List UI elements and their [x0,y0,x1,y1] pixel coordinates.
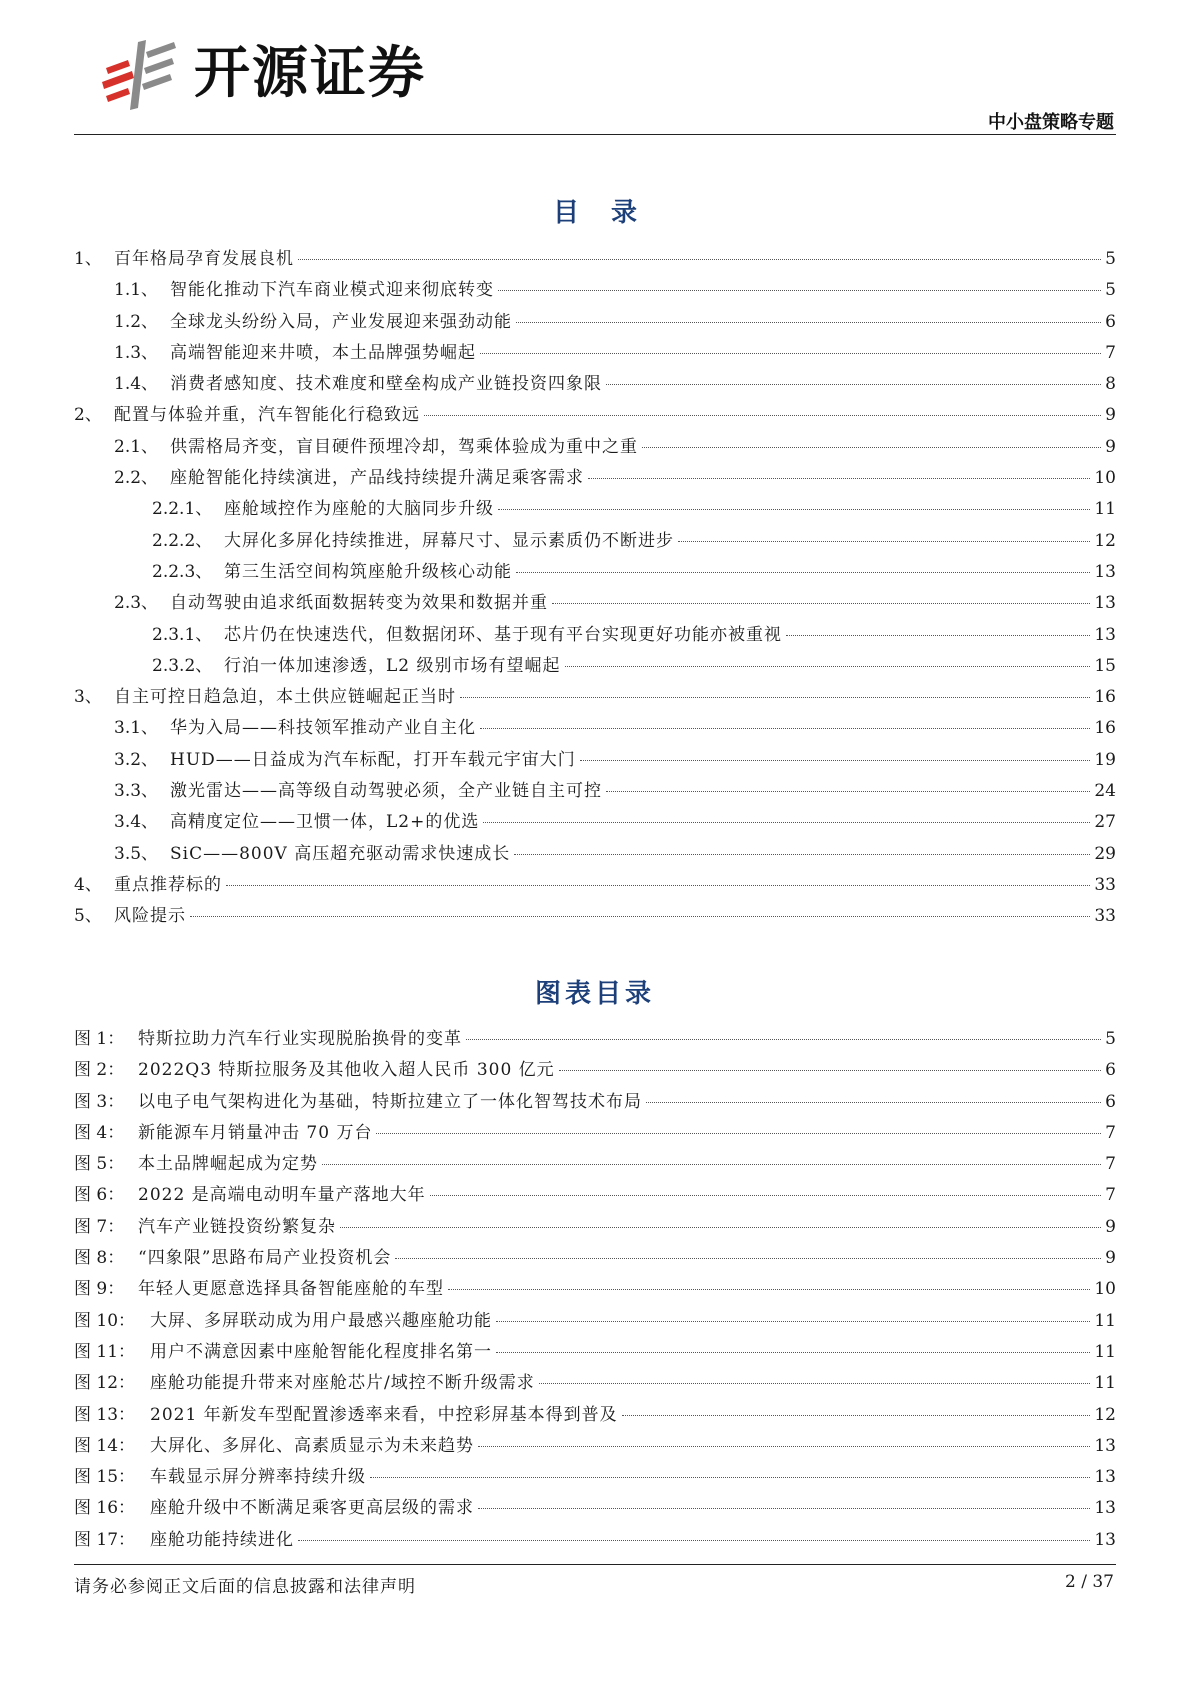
figure-entry[interactable] [74,1055,1116,1086]
entry-text: 芯片仍在快速迭代，但数据闭环、基于现有平台实现更好功能亦被重视 [224,624,782,645]
entry-page: 10 [1094,1279,1116,1300]
dot-leader [480,728,1090,729]
dot-leader [565,666,1091,667]
footer-divider [74,1564,1116,1565]
entry-number: 图 8： [74,1248,125,1269]
entry-number: 2.3.1、 [152,624,213,645]
dot-leader [514,854,1090,855]
entry-text: 高端智能迎来井喷，本土品牌强势崛起 [170,342,476,363]
entry-number: 图 15： [74,1467,136,1488]
figure-index-title: 图表目录 [534,979,655,1009]
toc-entry[interactable] [74,432,1116,463]
entry-page: 11 [1094,1310,1116,1331]
entry-number: 3.2、 [114,749,159,770]
entry-number: 2.1、 [114,436,159,457]
dot-leader [376,1133,1101,1134]
entry-text: 用户不满意因素中座舱智能化程度排名第一 [150,1341,492,1362]
entry-text: “四象限”思路布局产业投资机会 [138,1248,392,1269]
dot-leader [448,1289,1090,1290]
entry-number: 图 14： [74,1435,136,1456]
entry-number: 5、 [74,906,102,927]
entry-number: 2.3、 [114,593,159,614]
dot-leader [466,1039,1101,1040]
toc-entry[interactable] [74,244,1116,275]
entry-number: 2.3.2、 [152,655,213,676]
dot-leader [424,415,1101,416]
entry-page: 12 [1094,1404,1116,1425]
entry-number: 3.4、 [114,812,159,833]
dot-leader [298,259,1101,260]
figure-entry[interactable] [74,1180,1116,1211]
entry-text: 特斯拉助力汽车行业实现脱胎换骨的变革 [138,1029,462,1049]
entry-page: 19 [1094,749,1116,770]
toc-entry[interactable] [74,870,1116,901]
entry-text: 供需格局齐变，盲目硬件预埋冷却，驾乘体验成为重中之重 [170,436,638,457]
entry-page: 7 [1105,1185,1116,1206]
toc-entry[interactable] [74,400,1116,431]
entry-page: 8 [1105,374,1116,395]
entry-text: 大屏化、多屏化、高素质显示为未来趋势 [150,1435,474,1456]
dot-leader [516,322,1101,323]
entry-text: 激光雷达——高等级自动驾驶必须，全产业链自主可控 [170,781,602,802]
entry-number: 2、 [74,405,102,426]
entry-page: 29 [1094,843,1116,864]
dot-leader [478,1508,1090,1509]
entry-number: 3、 [74,687,102,708]
logo-text: 开源证券 [194,41,426,106]
dot-leader [322,1164,1101,1165]
entry-number: 图 2： [74,1060,125,1081]
entry-text: 智能化推动下汽车商业模式迎来彻底转变 [170,280,494,301]
entry-number: 3.5、 [114,843,159,864]
dot-leader [622,1415,1091,1416]
entry-text: 本土品牌崛起成为定势 [138,1154,318,1175]
entry-page: 13 [1094,624,1116,645]
dot-leader [786,635,1090,636]
figure-entry[interactable] [74,1087,1116,1118]
dot-leader [606,384,1101,385]
toc-entry[interactable] [74,494,1116,525]
dot-leader [226,885,1090,886]
report-type-label: 中小盘策略专题 [988,112,1114,133]
toc-entry[interactable] [74,588,1116,619]
entry-text: 大屏、多屏联动成为用户最感兴趣座舱功能 [150,1310,492,1331]
entry-page: 13 [1094,1498,1116,1519]
dot-leader [646,1102,1101,1103]
entry-text: 2022Q3 特斯拉服务及其他收入超人民币 300 亿元 [138,1060,555,1081]
entry-page: 7 [1105,1122,1116,1143]
entry-page: 11 [1094,1373,1116,1394]
entry-page: 13 [1094,593,1116,614]
dot-leader [559,1070,1101,1071]
entry-text: 全球龙头纷纷入局，产业发展迎来强劲动能 [170,311,512,332]
toc-entry[interactable] [74,651,1116,682]
entry-page: 6 [1105,1091,1116,1112]
entry-page: 5 [1105,280,1116,301]
dot-leader [478,1446,1090,1447]
dot-leader [498,290,1101,291]
entry-number: 图 13： [74,1404,136,1425]
entry-page: 24 [1094,781,1116,802]
dot-leader [430,1195,1102,1196]
dot-leader [480,353,1101,354]
entry-page: 13 [1094,1467,1116,1488]
page-indicator: 2 / 37 [1065,1572,1114,1592]
entry-number: 3.3、 [114,781,159,802]
entry-page: 15 [1094,655,1116,676]
entry-number: 1.2、 [114,311,159,332]
figure-entry[interactable] [74,1212,1116,1243]
entry-number: 图 11： [74,1341,136,1362]
dot-leader [539,1383,1091,1384]
entry-number: 1.1、 [114,280,159,301]
entry-number: 1.4、 [114,374,159,395]
entry-number: 图 7： [74,1216,125,1237]
entry-number: 图 1： [74,1029,125,1049]
entry-page: 13 [1094,1529,1116,1550]
dot-leader [580,760,1091,761]
figure-entry[interactable] [74,1431,1116,1462]
dot-leader [516,572,1090,573]
entry-text: 华为入局——科技领军推动产业自主化 [170,718,476,739]
toc-entry[interactable] [74,713,1116,744]
entry-text: 以电子电气架构进化为基础，特斯拉建立了一体化智驾技术布局 [138,1091,642,1112]
entry-page: 6 [1105,311,1116,332]
figure-entry[interactable] [74,1400,1116,1431]
entry-text: 座舱功能持续进化 [150,1529,294,1550]
entry-page: 7 [1105,1154,1116,1175]
company-logo [98,34,426,114]
entry-page: 12 [1094,530,1116,551]
entry-text: 第三生活空间构筑座舱升级核心动能 [224,561,512,582]
figure-entry[interactable] [74,1024,1116,1055]
entry-text: 座舱功能提升带来对座舱芯片/域控不断升级需求 [150,1373,535,1394]
figure-entry[interactable] [74,1493,1116,1524]
entry-number: 图 12： [74,1373,136,1394]
footer-disclaimer: 请务必参阅正文后面的信息披露和法律声明 [74,1577,416,1597]
entry-number: 图 5： [74,1154,125,1175]
toc-entry[interactable] [74,776,1116,807]
entry-number: 1.3、 [114,342,159,363]
dot-leader [496,1321,1090,1322]
entry-text: 座舱升级中不断满足乘客更高层级的需求 [150,1498,474,1519]
entry-text: 重点推荐标的 [114,874,222,895]
entry-text: 座舱智能化持续演进，产品线持续提升满足乘客需求 [170,468,584,489]
dot-leader [642,447,1101,448]
figure-entry[interactable] [74,1525,1116,1556]
entry-page: 9 [1105,436,1116,457]
entry-page: 27 [1094,812,1116,833]
dot-leader [460,697,1090,698]
entry-number: 图 17： [74,1529,136,1550]
entry-text: 2022 是高端电动明车量产落地大年 [138,1185,426,1206]
entry-page: 5 [1105,1029,1116,1049]
dot-leader [588,478,1090,479]
dot-leader [606,791,1090,792]
entry-text: 配置与体验并重，汽车智能化行稳致远 [114,405,420,426]
entry-text: 消费者感知度、技术难度和壁垒构成产业链投资四象限 [170,374,602,395]
toc-entry[interactable] [74,526,1116,557]
figure-entry[interactable] [74,1337,1116,1368]
figure-entry[interactable] [74,1306,1116,1337]
dot-leader [190,916,1090,917]
dot-leader [370,1477,1090,1478]
figure-entry[interactable] [74,1149,1116,1180]
logo-mark-icon [98,38,180,110]
toc-entry[interactable] [74,557,1116,588]
toc-entry[interactable] [74,369,1116,400]
entry-number: 2.2.2、 [152,530,213,551]
figure-entry[interactable] [74,1118,1116,1149]
dot-leader [678,541,1090,542]
entry-text: 新能源车月销量冲击 70 万台 [138,1122,373,1143]
entry-text: 自动驾驶由追求纸面数据转变为效果和数据并重 [170,593,548,614]
entry-page: 9 [1105,1216,1116,1237]
entry-text: 风险提示 [114,906,186,927]
entry-page: 16 [1094,687,1116,708]
entry-text: SiC——800V 高压超充驱动需求快速成长 [170,843,511,864]
entry-text: 行泊一体加速渗透，L2 级别市场有望崛起 [224,655,561,676]
toc-entry[interactable] [74,839,1116,870]
entry-number: 4、 [74,874,102,895]
dot-leader [496,1352,1090,1353]
toc-entry[interactable] [74,745,1116,776]
toc-title: 目录 [552,198,669,228]
toc-entry[interactable] [74,307,1116,338]
toc-entry[interactable] [74,338,1116,369]
figure-entry[interactable] [74,1274,1116,1305]
entry-page: 13 [1094,1435,1116,1456]
entry-text: 大屏化多屏化持续推进，屏幕尺寸、显示素质仍不断进步 [224,530,674,551]
dot-leader [498,509,1090,510]
toc-entry[interactable] [74,901,1116,932]
figure-index-list [74,1024,1116,1556]
entry-text: 百年格局孕育发展良机 [114,249,294,269]
entry-text: 汽车产业链投资纷繁复杂 [138,1216,336,1237]
entry-page: 7 [1105,342,1116,363]
entry-page: 6 [1105,1060,1116,1081]
dot-leader [340,1227,1101,1228]
entry-page: 33 [1094,874,1116,895]
entry-text: 2021 年新发车型配置渗透率来看，中控彩屏基本得到普及 [150,1404,618,1425]
entry-number: 图 9： [74,1279,125,1300]
entry-number: 图 3： [74,1091,125,1112]
toc-list [74,244,1116,933]
entry-number: 图 4： [74,1122,125,1143]
entry-number: 2.2、 [114,468,159,489]
entry-page: 13 [1094,561,1116,582]
entry-number: 1、 [74,249,102,269]
dot-leader [483,822,1090,823]
toc-entry[interactable] [74,620,1116,651]
entry-text: HUD——日益成为汽车标配，打开车载元宇宙大门 [170,749,576,770]
toc-entry[interactable] [74,463,1116,494]
entry-number: 图 16： [74,1498,136,1519]
entry-page: 10 [1094,468,1116,489]
entry-text: 自主可控日趋急迫，本土供应链崛起正当时 [114,687,456,708]
toc-entry[interactable] [74,807,1116,838]
entry-number: 3.1、 [114,718,159,739]
header-divider [74,134,1116,135]
entry-page: 9 [1105,405,1116,426]
entry-page: 11 [1094,499,1116,520]
toc-entry[interactable] [74,275,1116,306]
entry-page: 11 [1094,1341,1116,1362]
entry-number: 2.2.3、 [152,561,213,582]
entry-number: 图 10： [74,1310,136,1331]
dot-leader [552,603,1090,604]
entry-page: 16 [1094,718,1116,739]
entry-text: 座舱域控作为座舱的大脑同步升级 [224,499,494,520]
entry-text: 车载显示屏分辨率持续升级 [150,1467,366,1488]
figure-entry[interactable] [74,1462,1116,1493]
toc-entry[interactable] [74,682,1116,713]
figure-entry[interactable] [74,1243,1116,1274]
dot-leader [298,1540,1090,1541]
entry-text: 高精度定位——卫惯一体，L2+的优选 [170,812,480,833]
entry-text: 年轻人更愿意选择具备智能座舱的车型 [138,1279,444,1300]
entry-page: 9 [1105,1248,1116,1269]
entry-number: 图 6： [74,1185,125,1206]
entry-page: 5 [1105,249,1116,269]
entry-page: 33 [1094,906,1116,927]
dot-leader [395,1258,1101,1259]
entry-number: 2.2.1、 [152,499,213,520]
figure-entry[interactable] [74,1368,1116,1399]
